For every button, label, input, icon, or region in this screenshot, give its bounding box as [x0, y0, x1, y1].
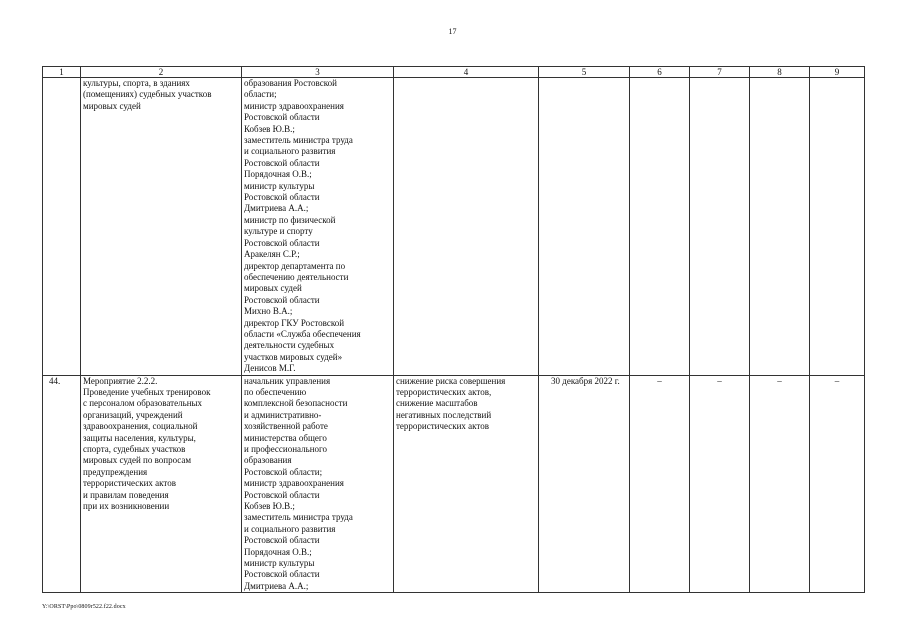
cell-line: Порядочная О.В.;	[244, 546, 312, 557]
value-cell-8: –	[750, 375, 810, 593]
cell-line: мировых судей	[244, 283, 302, 294]
value-cell-9: –	[810, 375, 865, 593]
column-header-2: 2	[81, 67, 242, 78]
cell-line: области;	[244, 89, 277, 100]
cell-line: Дмитриева А.А.;	[244, 203, 309, 214]
cell-line: и правилам поведения	[83, 489, 169, 500]
column-number-row	[43, 67, 865, 78]
cell-line: предупреждения	[83, 466, 148, 477]
cell-line: Мероприятие 2.2.2.	[83, 375, 158, 386]
cell-line: Аракелян С.Р.;	[244, 249, 300, 260]
cell-line: культуре и спорту	[244, 226, 313, 237]
cell-line: Кобзев Ю.В.;	[244, 123, 295, 134]
cell-line: Денисов М.Г.	[244, 363, 296, 374]
cell-line: министерства общего	[244, 432, 327, 443]
cell-line: заместитель министра труда	[244, 512, 353, 523]
responsible-cell	[242, 375, 394, 593]
cell-line: министр здравоохранения	[244, 478, 344, 489]
cell-line: Порядочная О.В.;	[244, 169, 312, 180]
cell-line: снижение риска совершения	[396, 375, 506, 386]
cell-line: при их возникновении	[83, 501, 170, 512]
cell-line: Дмитриева А.А.;	[244, 580, 309, 591]
row-number-cell	[43, 78, 81, 376]
cell-line: деятельности судебных	[244, 340, 335, 351]
cell-line: министр культуры	[244, 558, 315, 569]
cell-line: директор департамента по	[244, 260, 346, 271]
cell-line: участков мировых судей»	[244, 351, 343, 362]
column-header-7: 7	[690, 67, 750, 78]
cell-line: и административно-	[244, 409, 322, 420]
cell-line: директор ГКУ Ростовской	[244, 317, 345, 328]
cell-line: комплексной безопасности	[244, 398, 348, 409]
cell-line: Ростовской области	[244, 294, 320, 305]
responsible-cell	[242, 78, 394, 376]
cell-line: снижение масштабов	[396, 398, 478, 409]
cell-line: Михно В.А.;	[244, 306, 293, 317]
cell-line: террористических актов,	[396, 386, 492, 397]
cell-line: негативных последствий	[396, 409, 492, 420]
value-cell-9	[810, 78, 865, 376]
cell-line: Ростовской области	[244, 535, 320, 546]
cell-line: и социального развития	[244, 146, 336, 157]
cell-line: культуры, спорта, в зданиях	[83, 78, 190, 88]
cell-line: мировых судей	[83, 100, 141, 111]
cell-line: Ростовской области	[244, 192, 320, 203]
page-number: 17	[448, 27, 457, 36]
column-header-8: 8	[750, 67, 810, 78]
column-header-9: 9	[810, 67, 865, 78]
row-number-cell: 44.	[43, 375, 81, 593]
measures-table	[42, 66, 865, 593]
cell-line: по обеспечению	[244, 386, 307, 397]
result-cell	[394, 78, 539, 376]
column-header-3: 3	[242, 67, 394, 78]
cell-line: мировых судей по вопросам	[83, 455, 192, 466]
table-row	[43, 78, 865, 376]
cell-line: Проведение учебных тренировок	[83, 386, 211, 397]
cell-line: обеспечению деятельности	[244, 271, 349, 282]
cell-line: защиты населения, культуры,	[83, 432, 196, 443]
deadline-cell: 30 декабря 2022 г.	[539, 375, 630, 593]
column-header-4: 4	[394, 67, 539, 78]
cell-line: министр здравоохранения	[244, 100, 344, 111]
value-cell-6: –	[630, 375, 690, 593]
cell-line: Ростовской области	[244, 237, 320, 248]
deadline-cell	[539, 78, 630, 376]
value-cell-7	[690, 78, 750, 376]
cell-line: Ростовской области	[244, 112, 320, 123]
value-cell-7: –	[690, 375, 750, 593]
cell-line: хозяйственной работе	[244, 421, 328, 432]
column-header-6: 6	[630, 67, 690, 78]
cell-line: спорта, судебных участков	[83, 444, 186, 454]
cell-line: образования Ростовской	[244, 78, 337, 88]
file-path-footer: Y:\ORST\Ppo\0809r522.f22.docx	[42, 604, 126, 610]
cell-line: Ростовской области	[244, 157, 320, 168]
cell-line: министр культуры	[244, 180, 315, 191]
cell-line: (помещениях) судебных участков	[83, 89, 212, 100]
cell-line: Ростовской области	[244, 489, 320, 500]
value-cell-6	[630, 78, 690, 376]
cell-line: и социального развития	[244, 523, 336, 534]
column-header-5: 5	[539, 67, 630, 78]
cell-line: террористических актов	[83, 478, 176, 489]
cell-line: Ростовской области;	[244, 466, 323, 477]
cell-line: Ростовской области	[244, 569, 320, 580]
cell-line: начальник управления	[244, 375, 331, 386]
cell-line: министр по физической	[244, 214, 336, 225]
cell-line: и профессионального	[244, 444, 328, 454]
cell-line: области «Служба обеспечения	[244, 328, 361, 339]
value-cell-8	[750, 78, 810, 376]
cell-line: Кобзев Ю.В.;	[244, 501, 295, 512]
cell-line: заместитель министра труда	[244, 135, 353, 146]
cell-line: с персоналом образовательных	[83, 398, 203, 409]
table-row	[43, 375, 865, 593]
measure-cell	[81, 78, 242, 376]
cell-line: образования	[244, 455, 292, 466]
cell-line: террористических актов	[396, 421, 489, 432]
result-cell	[394, 375, 539, 593]
cell-line: организаций, учреждений	[83, 409, 183, 420]
column-header-1: 1	[43, 67, 81, 78]
cell-line: здравоохранения, социальной	[83, 421, 198, 432]
measure-cell	[81, 375, 242, 593]
